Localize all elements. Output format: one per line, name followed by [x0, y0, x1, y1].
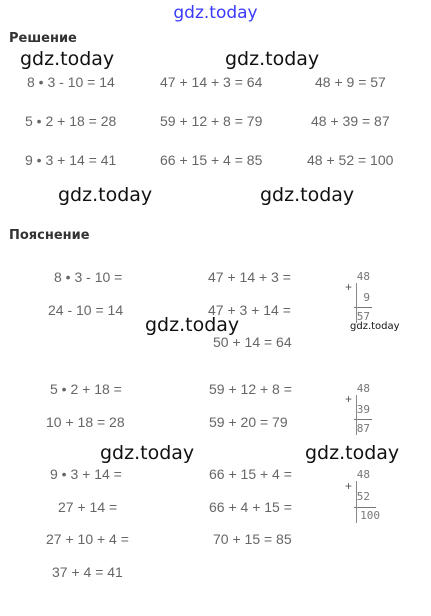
- explanation-step: 50 + 14 = 64: [213, 334, 292, 350]
- column-sum-line: [354, 507, 376, 508]
- column-top: 48: [356, 382, 370, 395]
- solution-expression: 59 + 12 + 8 = 79: [160, 113, 263, 129]
- watermark: gdz.today: [20, 48, 115, 70]
- explanation-step: 47 + 3 + 14 =: [208, 302, 291, 318]
- explanation-step: 59 + 20 = 79: [209, 414, 288, 430]
- column-top: 48: [356, 468, 370, 481]
- column-operator: +: [345, 479, 353, 493]
- explanation-step: 10 + 18 = 28: [46, 414, 125, 430]
- column-top: 48: [356, 270, 370, 283]
- explanation-step: 37 + 4 = 41: [52, 564, 123, 580]
- column-result: 57: [356, 310, 370, 323]
- explanation-step: 5 • 2 + 18 =: [50, 381, 122, 397]
- explanation-step: 8 • 3 - 10 =: [54, 269, 123, 285]
- column-operator: +: [345, 392, 353, 406]
- solution-expression: 5 • 2 + 18 = 28: [25, 113, 117, 129]
- watermark: gdz.today: [58, 184, 153, 206]
- explanation-step: 66 + 4 + 15 =: [209, 499, 292, 515]
- column-bottom: 39: [356, 403, 370, 416]
- explanation-step: 47 + 14 + 3 =: [208, 269, 291, 285]
- column-bottom: 52: [356, 490, 370, 503]
- explanation-title: Пояснение: [9, 228, 90, 243]
- column-result: 87: [356, 422, 370, 435]
- watermark: gdz.today: [145, 314, 240, 336]
- explanation-step: 27 + 14 =: [58, 499, 118, 515]
- solution-expression: 8 • 3 - 10 = 14: [27, 74, 115, 90]
- watermark: gdz.today: [350, 321, 400, 332]
- solution-expression: 48 + 9 = 57: [315, 74, 386, 90]
- watermark: gdz.today: [225, 48, 320, 70]
- watermark: gdz.today: [305, 442, 400, 464]
- explanation-step: 24 - 10 = 14: [48, 302, 124, 318]
- column-result: 100: [360, 509, 380, 522]
- watermark: gdz.today: [260, 184, 355, 206]
- solution-expression: 48 + 39 = 87: [311, 113, 390, 129]
- explanation-step: 9 • 3 + 14 =: [50, 466, 122, 482]
- solution-expression: 47 + 14 + 3 = 64: [160, 74, 263, 90]
- solution-title: Решение: [9, 31, 77, 46]
- column-bottom: 9: [363, 291, 370, 304]
- column-operator: +: [345, 280, 353, 294]
- header-watermark: gdz.today: [173, 3, 258, 23]
- explanation-step: 59 + 12 + 8 =: [209, 381, 292, 397]
- watermark: gdz.today: [100, 442, 195, 464]
- explanation-step: 70 + 15 = 85: [213, 531, 292, 547]
- explanation-step: 27 + 10 + 4 =: [46, 531, 129, 547]
- solution-expression: 66 + 15 + 4 = 85: [160, 152, 263, 168]
- explanation-step: 66 + 15 + 4 =: [209, 466, 292, 482]
- solution-expression: 9 • 3 + 14 = 41: [25, 152, 117, 168]
- solution-expression: 48 + 52 = 100: [307, 152, 394, 168]
